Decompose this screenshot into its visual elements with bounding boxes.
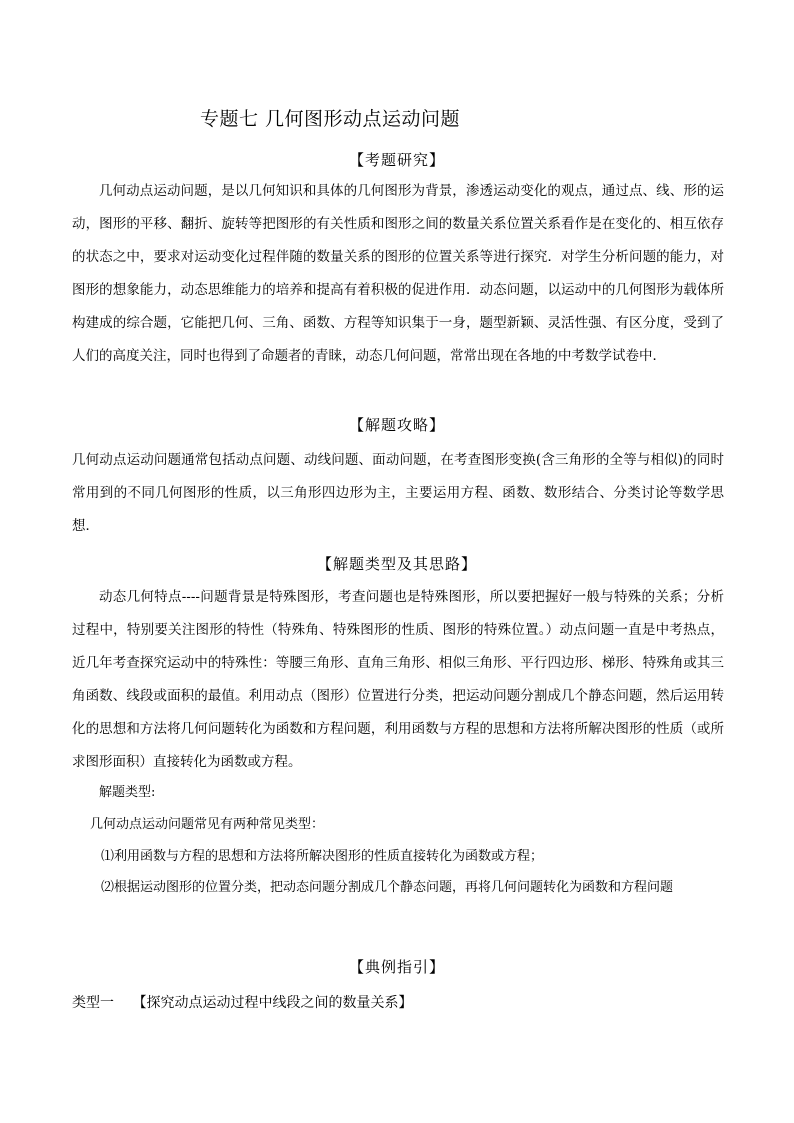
types-paragraph: 动态几何特点----问题背景是特殊图形，考查问题也是特殊图形，所以要把握好一般与特殊的关系；分析过程中，特别要关注图形的特性（特殊角、特殊图形的性质、图形的特殊位置。）动点问题一直是中考热点，近几年考查探究运动中的特殊性：等腰三角形、直角三角形、相似三角形、平行四边形、梯形、特殊角或其三角函数、线段或面积的最值。利用动点（图形）位置进行分类，把运动问题分割成几个静态问题，然后运用转化的思想和方法将几何问题转化为函数和方程问题，利用函数与方程的思想和方法将所解决图形的性质（或所求图形面积）直接转化为函数或方程。 [72,589,724,770]
type-one-label: 类型一 [72,995,114,1011]
types-heading: 【解题类型及其思路】 [316,555,477,573]
strategy-heading: 【解题攻略】 [348,416,445,434]
type-one-title: 【探究动点运动过程中线段之间的数量关系】 [132,995,413,1011]
research-paragraph: 几何动点运动问题，是以几何知识和具体的几何图形为背景，渗透运动变化的观点，通过点、线、形的运动，图形的平移、翻折、旋转等把图形的有关性质和图形之间的数量关系位置关系看作是在变化的、相互依存的状态之中，要求对运动变化过程伴随的数量关系的图形的位置关系等进行探究．对学生分析问题的能力，对图形的想象能力，动态思维能力的培养和提高有着积极的促进作用．动态问题，以运动中的几何图形为载体所构建成的综合题，它能把几何、三角、函数、方程等知识集于一身，题型新颖、灵活性强、有区分度，受到了人们的高度关注，同时也得到了命题者的青睐，动态几何问题，常常出现在各地的中考数学试卷中． [72,183,724,364]
research-heading: 【考题研究】 [348,151,445,169]
common-types-intro: 几何动点运动问题常见有两种常见类型： [90,817,325,832]
type-item-1: ⑴利用函数与方程的思想和方法将所解决图形的性质直接转化为函数或方程； [101,849,544,864]
strategy-paragraph: 几何动点运动问题通常包括动点问题、动线问题、面动问题，在考查图形变换(含三角形的全等与相似)的同时常用到的不同几何图形的性质，以三角形四边形为主，主要运用方程、函数、数形结合、分类讨论等数学思想． [72,452,724,534]
examples-heading: 【典例指引】 [348,958,445,976]
solve-types-label: 解题类型: [99,785,156,800]
type-item-2: ⑵根据运动图形的位置分类，把动态问题分割成几个静态问题，再将几何问题转化为函数和方程问题 [101,880,674,895]
document-title: 专题七 几何图形动点运动问题 [200,108,461,130]
type-one-line [72,992,412,1012]
